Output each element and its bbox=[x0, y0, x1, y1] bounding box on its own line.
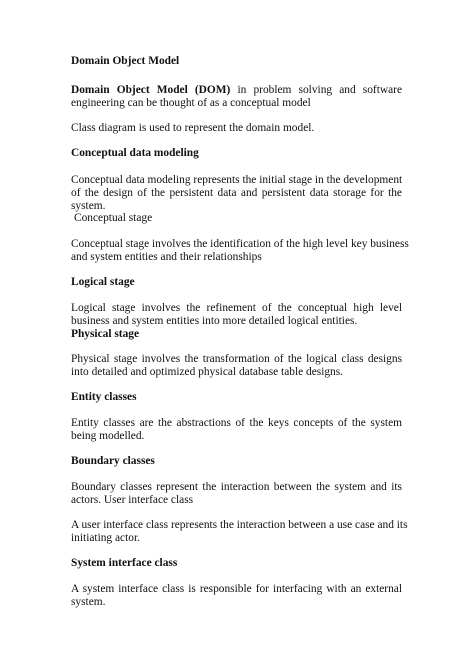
paragraph-ls-line-2: business and system entities into more detailed logical entities. bbox=[71, 315, 358, 327]
heading-conceptual-data-modeling: Conceptual data modeling bbox=[71, 147, 199, 159]
heading-system-interface-class: System interface class bbox=[71, 557, 178, 569]
paragraph-class-diagram: Class diagram is used to represent the domain model. bbox=[71, 122, 315, 134]
paragraph-ui-line-1: A user interface class represents the interaction between a use case and its bbox=[71, 519, 408, 531]
paragraph-si-line-2: system. bbox=[71, 596, 106, 608]
paragraph-ui-line-2: initiating actor. bbox=[71, 532, 140, 544]
paragraph-ec-line-1: Entity classes are the abstractions of the keys concepts of the system bbox=[71, 417, 402, 429]
heading-logical-stage: Logical stage bbox=[71, 276, 135, 288]
dom-line-1-rest: in problem solving and software bbox=[230, 84, 403, 96]
heading-boundary-classes: Boundary classes bbox=[71, 455, 155, 467]
paragraph-bc-line-2: actors. User interface class bbox=[71, 494, 194, 506]
heading-domain-object-model: Domain Object Model bbox=[71, 55, 180, 67]
paragraph-cs-line-2: and system entities and their relationships bbox=[71, 251, 262, 263]
heading-physical-stage: Physical stage bbox=[71, 328, 140, 340]
paragraph-ps-line-1: Physical stage involves the transformation of the logical class designs bbox=[71, 353, 402, 365]
paragraph-dom-line-1 bbox=[71, 84, 402, 97]
conceptual-stage-label: Conceptual stage bbox=[74, 212, 153, 224]
paragraph-cdm-line-1: Conceptual data modeling represents the initial stage in the development bbox=[71, 174, 403, 186]
paragraph-bc-line-1: Boundary classes represent the interaction between the system and its bbox=[71, 481, 402, 493]
paragraph-cs-line-1: Conceptual stage involves the identification of the high level key business bbox=[71, 238, 409, 250]
paragraph-ps-line-2: into detailed and optimized physical database table designs. bbox=[71, 366, 344, 378]
paragraph-cdm-line-2: of the design of the persistent data and persistent data storage for the bbox=[71, 187, 402, 199]
paragraph-dom-line-2: engineering can be thought of as a conceptual model bbox=[71, 97, 311, 109]
paragraph-cdm-line-3: system. bbox=[71, 200, 106, 212]
dom-bold-term: Domain Object Model (DOM) bbox=[71, 84, 231, 96]
paragraph-ls-line-1: Logical stage involves the refinement of the conceptual high level bbox=[71, 302, 402, 314]
document-page bbox=[71, 0, 409, 670]
paragraph-si-line-1: A system interface class is responsible for interfacing with an external bbox=[71, 583, 402, 595]
heading-entity-classes: Entity classes bbox=[71, 391, 137, 403]
paragraph-ec-line-2: being modelled. bbox=[71, 430, 145, 442]
